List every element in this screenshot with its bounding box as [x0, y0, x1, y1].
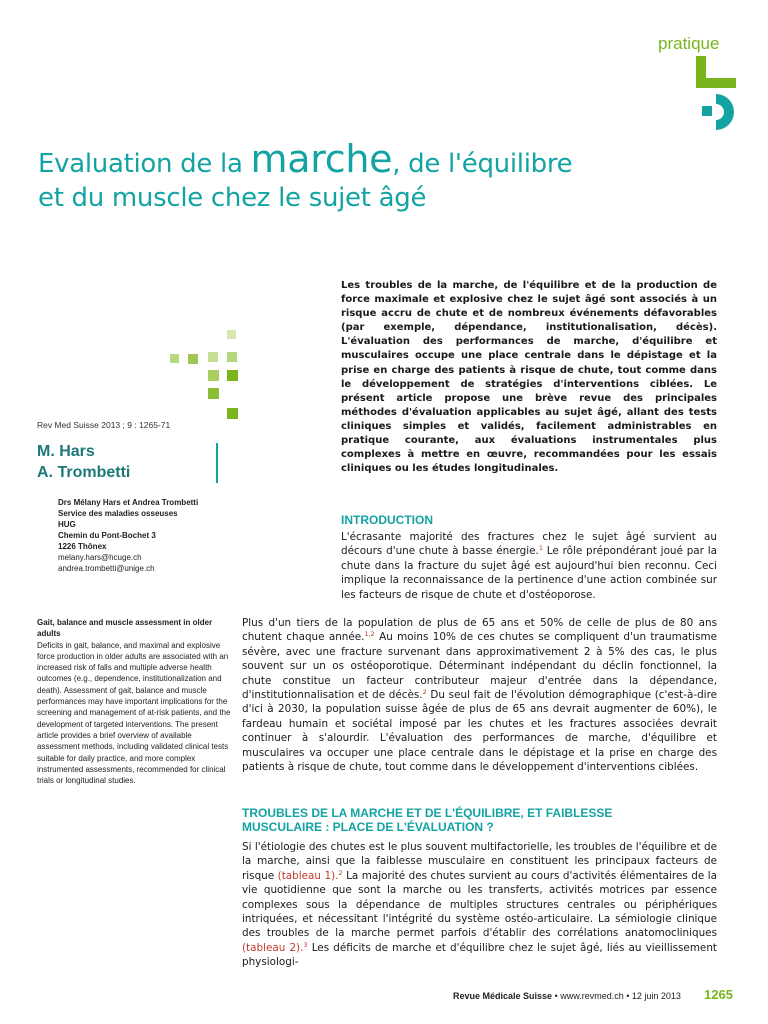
text-span: Si l'étiologie des chutes est le plus souvent multifactorielle, les troubles de l'équilibre et de la marche, ainsi que la faiblesse musculaire en constituent les principaux facteurs de risque — [242, 841, 717, 882]
journal-name: Revue Médicale Suisse — [453, 991, 553, 1001]
section-heading-line: TROUBLES DE LA MARCHE ET DE L'ÉQUILIBRE, ET FAIBLESSE — [242, 806, 613, 820]
text-span: Du seul fait de l'évolution démographique (c'est-à-dire d'ici à 2030, la population suisse âgée de plus de 65 ans devrait augmenter de 60%), le fardeau humain et sociétal imposé par les chutes et les fractures associées devrait continuer à s'alourdir. L'évaluation des performances de marche, d'équilibre et musculaires va occuper une place centrale dans le dépistage et la prise en charge des patients à risque de chute, tout comme dans le développement d'interventions ciblées. — [242, 689, 718, 774]
affiliation — [58, 497, 198, 574]
table-link[interactable]: (tableau 1). — [277, 869, 339, 882]
affiliation-names: Drs Mélany Hars et Andrea Trombetti — [58, 498, 199, 507]
affiliation-city: 1226 Thônex — [58, 542, 107, 551]
page-number: 1265 — [704, 987, 733, 1002]
title-part2: , de l'équilibre — [392, 149, 573, 179]
text-span: L'écrasante majorité des fractures chez le sujet âgé survient au décours d'une chute à basse énergie. — [341, 531, 717, 558]
journal-site-date: • www.revmed.ch • 12 juin 2013 — [552, 991, 681, 1001]
journal-logo-icon — [696, 56, 736, 130]
authors-divider — [216, 443, 218, 483]
title-emphasis: marche — [250, 137, 393, 181]
article-title — [38, 137, 738, 215]
reference-marker[interactable]: 1 — [538, 544, 543, 553]
title-part1: Evaluation de la — [38, 149, 251, 179]
introduction-paragraph-1 — [341, 530, 717, 602]
title-line2: et du muscle chez le sujet âgé — [38, 183, 427, 213]
text-span: La majorité des chutes survient au cours d'activités élémentaires de la vie quotidienne que sont la marche ou les transferts, activités motrices par essence complexes sous la dépendance de multiples structures centrales ou périphériques intriquées, et nécessitant l'intégrité du système ostéo-articulaire. La sémiologie clinique des troubles de la marche permet parfois d'établir des corrélations anatomocliniques — [242, 869, 718, 940]
english-abstract — [37, 617, 233, 786]
decorative-squares-icon — [170, 330, 240, 422]
table-link[interactable]: (tableau 2). — [242, 941, 304, 954]
author-name: A. Trombetti — [37, 464, 131, 481]
footer-journal — [453, 991, 681, 1001]
text-span: Les déficits de marche et d'équilibre chez le sujet âgé, liés au vieillissement physiologi- — [242, 941, 717, 969]
section-heading-line: MUSCULAIRE : PLACE DE L'ÉVALUATION ? — [242, 820, 494, 834]
section-tag: pratique — [658, 34, 720, 53]
reference-marker[interactable]: 1,2 — [364, 630, 375, 639]
reference-marker[interactable]: 2 — [422, 688, 427, 697]
english-abstract-title: Gait, balance and muscle assessment in older adults — [37, 618, 213, 639]
affiliation-service: Service des maladies osseuses — [58, 509, 178, 518]
text-span: Au moins 10% de ces chutes se compliquent d'un traumatisme sévère, avec une fracture survenant dans approximativement 2 à 5% des cas, le plus souvent sur un os ostéoporotique. Déterminant indépendant du déclin fonctionnel, la chute constitue un facteur contributeur majeur d'entrée dans la dépendance, d'institutionnalisation et de décès. — [242, 631, 717, 702]
introduction-paragraph-2 — [242, 616, 717, 774]
affiliation-institution: HUG — [58, 520, 76, 529]
french-abstract: Les troubles de la marche, de l'équilibre et de la production de force maximale et explosive chez le sujet âgé sont associés à un risque accru de chute et de nombreux événements défavorables (par exemple, dépendance, institutionalisation, décès). L'évaluation des performances de marche, d'équilibre et musculaires occupe une place centrale dans le dépistage et la prise en charge des patients à risque de chute, tout comme dans le développement de stratégies d'interventions ciblées. Le présent article propose une brève revue des principales méthodes d'évaluation applicables au sujet âgé, allant des tests cliniques simples et validés, facilement administrables en pratique courante, aux évaluations instrumentales plus complexes à mettre en œuvre, recommandées pour les essais cliniques ou les études longitudinales. — [341, 280, 717, 475]
section2-paragraph — [242, 840, 717, 970]
text-span: Le rôle prépondérant joué par la chute dans la fracture du sujet âgé est aujourd'hui bien reconnu. Ceci implique la reconnaissance de la pertinence d'une action combinée sur les facteurs de risque de chute et d'ostéoporose. — [341, 545, 717, 601]
english-abstract-text: Deficits in gait, balance, and maximal and explosive force production in older adults are associated with an increased risk of falls and multiple adverse health outcomes (e.g., dependence, institutionalization and death). Assessment of gait, balance and muscle performances may have important implications for the screening and management of at-risk patients, and the development of targeted interventions. The present article provides a brief overview of available assessment methods, including validated clinical tests suitable for daily practice, and more complex instrumented assessments, recommended for clinical trials or longitudinal studies. — [37, 640, 231, 786]
section-heading — [242, 806, 722, 834]
text-span: Plus d'un tiers de la population de plus de 65 ans et 50% de celle de plus de 80 ans chutent chaque année. — [242, 617, 717, 644]
author-name: M. Hars — [37, 443, 95, 460]
email-link[interactable]: melany.hars@hcuge.ch — [58, 553, 142, 562]
citation: Rev Med Suisse 2013 ; 9 : 1265-71 — [37, 420, 171, 430]
affiliation-street: Chemin du Pont-Bochet 3 — [58, 531, 156, 540]
email-link[interactable]: andrea.trombetti@unige.ch — [58, 564, 155, 573]
reference-marker[interactable]: 3 — [303, 940, 308, 949]
introduction-heading: INTRODUCTION — [341, 513, 433, 527]
authors-block — [37, 443, 217, 483]
reference-marker[interactable]: 2 — [338, 868, 343, 877]
